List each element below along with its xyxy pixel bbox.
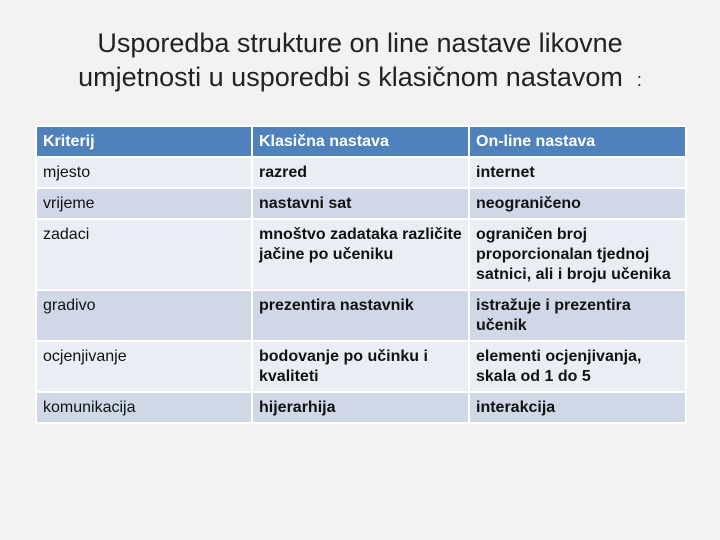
online-cell: interakcija: [469, 392, 686, 423]
online-cell: ograničen broj proporcionalan tjednoj satnici, ali i broju učenika: [469, 219, 686, 290]
table-row: [36, 290, 686, 341]
classic-cell: bodovanje po učinku i kvaliteti: [252, 341, 469, 392]
online-cell: elementi ocjenjivanja, skala od 1 do 5: [469, 341, 686, 392]
criterion-cell: komunikacija: [36, 392, 252, 423]
classic-cell: nastavni sat: [252, 188, 469, 219]
table-row: [36, 392, 686, 423]
title-colon: :: [636, 70, 642, 90]
classic-cell: razred: [252, 157, 469, 188]
online-cell: internet: [469, 157, 686, 188]
header-kriterij: Kriterij: [36, 126, 252, 157]
table-row: [36, 188, 686, 219]
header-klasicna-nastava: Klasična nastava: [252, 126, 469, 157]
title-line-1: Usporedba strukture on line nastave likovne: [97, 28, 623, 58]
criterion-cell: gradivo: [36, 290, 252, 341]
header-online-nastava: On-line nastava: [469, 126, 686, 157]
title-line-2: [40, 60, 680, 97]
table-row: [36, 341, 686, 392]
table-header-row: [36, 126, 686, 157]
criterion-cell: zadaci: [36, 219, 252, 290]
title-line-2-text: umjetnosti u usporedbi s klasičnom nastavom: [78, 62, 623, 92]
table-row: [36, 157, 686, 188]
criterion-cell: vrijeme: [36, 188, 252, 219]
table-row: [36, 219, 686, 290]
comparison-table: [35, 125, 687, 424]
classic-cell: mnoštvo zadataka različite jačine po učeniku: [252, 219, 469, 290]
classic-cell: hijerarhija: [252, 392, 469, 423]
criterion-cell: ocjenjivanje: [36, 341, 252, 392]
criterion-cell: mjesto: [36, 157, 252, 188]
slide-title: [40, 26, 680, 97]
online-cell: istražuje i prezentira učenik: [469, 290, 686, 341]
online-cell: neograničeno: [469, 188, 686, 219]
classic-cell: prezentira nastavnik: [252, 290, 469, 341]
